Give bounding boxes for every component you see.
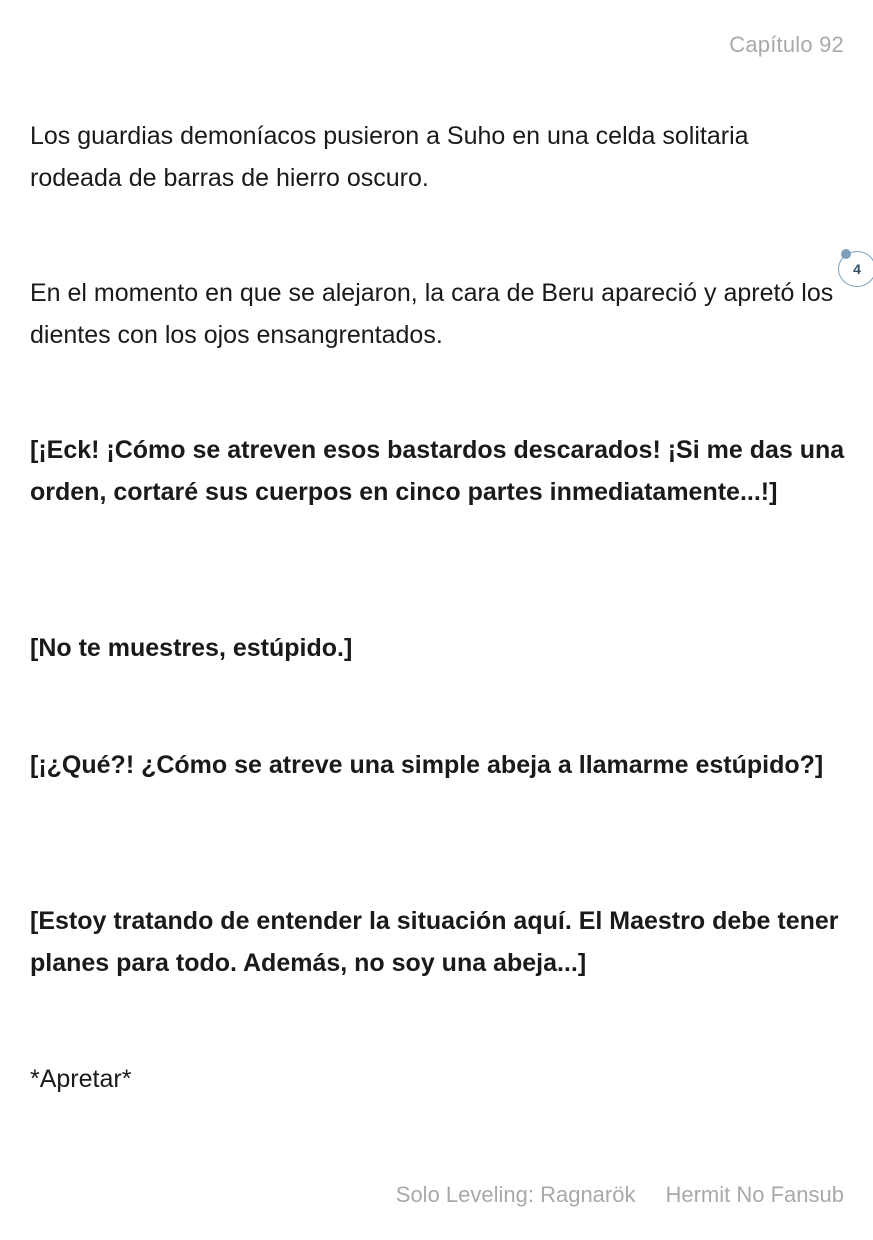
- page-number: 4: [853, 261, 861, 277]
- dialogue-paragraph: [¡Eck! ¡Cómo se atreven esos bastardos descarados! ¡Si me das una orden, cortaré sus cuerpos en cinco partes inmediatamente...!]: [30, 436, 845, 506]
- narration-paragraph: En el momento en que se alejaron, la cara de Beru apareció y apretó los dientes con los ojos ensangrentados.: [30, 279, 834, 349]
- badge-dot-icon: [841, 249, 851, 259]
- dialogue-paragraph: [Estoy tratando de entender la situación aquí. El Maestro debe tener planes para todo. Además, no soy una abeja...]: [30, 907, 839, 977]
- dialogue-paragraph: [No te muestres, estúpido.]: [30, 634, 353, 662]
- narration-paragraph: Los guardias demoníacos pusieron a Suho en una celda solitaria rodeada de barras de hierro oscuro.: [30, 122, 749, 192]
- translator-credit: Hermit No Fansub: [665, 1182, 844, 1207]
- dialogue-paragraph: [¡¿Qué?! ¿Cómo se atreve una simple abeja a llamarme estúpido?]: [30, 751, 824, 779]
- chapter-label: Capítulo 92: [729, 32, 844, 57]
- narration-paragraph: *Apretar*: [30, 1065, 132, 1093]
- book-title: Solo Leveling: Ragnarök: [395, 1182, 636, 1207]
- page-footer: [396, 1182, 844, 1208]
